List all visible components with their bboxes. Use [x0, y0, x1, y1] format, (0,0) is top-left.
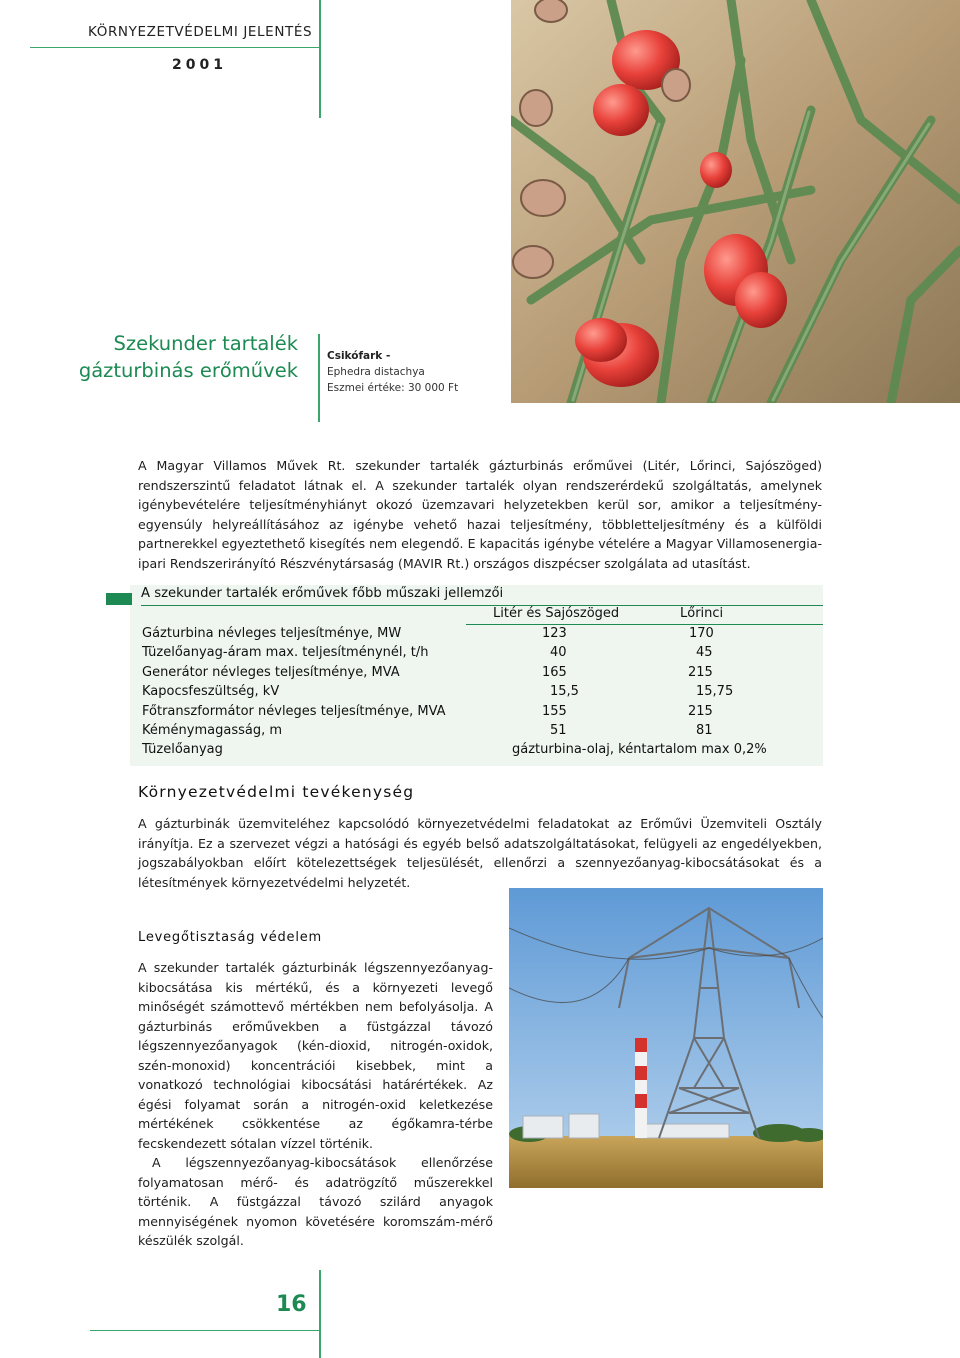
page-number: 16	[276, 1292, 307, 1317]
intro-paragraph: A Magyar Villamos Művek Rt. szekunder tartalék gázturbinás erőművei (Litér, Lőrinci, Sajószöged) rendszerszintű feladatot látnak el. A szekunder tartalék olyan rendszerérdekű szolgáltatás, amelynek igénybevételére teljesítményhiányt okozó üzemzavari helyzetekben kerül sor, amikor a teljesítmény-egyensúly helyreállításához az igénybe vehető hazai teljesítmény, többletteljesítmény és a külföldi partnerekkel egyeztethető kisegítés nem elegendő. E kapacitás igénybe vételére a Magyar Villamosenergia-ipari Rendszerirányító Részvénytársaság (MAVIR Rt.) országos diszpécser szolgálata ad utasítást.	[138, 458, 822, 571]
table-row-label: Tüzelőanyag-áram max. teljesítménynél, t/h	[142, 645, 429, 660]
table-cell: 45	[696, 645, 713, 660]
caption-value: Eszmei értéke: 30 000 Ft	[327, 382, 459, 394]
column-header-lorinci: Lőrinci	[680, 606, 724, 621]
table-row-label: Tüzelőanyag	[142, 742, 223, 757]
table-cell: 123	[542, 626, 567, 641]
table-cell: 15,75	[696, 684, 734, 699]
table-marker	[106, 593, 132, 605]
photo-caption	[327, 348, 458, 396]
table-cell: 155	[542, 704, 567, 719]
table-row-label: Főtranszformátor névleges teljesítménye, MVA	[142, 704, 446, 719]
air-quality-heading: Levegőtisztaság védelem	[138, 930, 323, 945]
column-header-underline	[466, 624, 823, 625]
section-title-line1: Szekunder tartalék	[113, 332, 298, 355]
air-quality-paragraph-1: A szekunder tartalék gázturbinák légszennyezőanyag-kibocsátása kis mértékű, és a környezeti levegő minőségét számottevő mértékben nem befolyásolja. A gázturbinás erőművekben a füstgázzal távozó légszennyezőanyagok (kén-dioxid, nitrogén-oxidok, szén-monoxid) koncentrációi kisebbek, mint a vonatkozó technológiai kibocsátási határértékek. Az égési folyamat során a nitrogén-oxid keletkezése mértékének csökkentése az égőkamra-térbe fecskendezett sótalan vízzel történik.	[138, 960, 493, 1151]
table-cell: 81	[696, 723, 713, 738]
footer-divider	[90, 1330, 319, 1331]
vertical-rule-top	[319, 0, 321, 118]
caption-name: Csikófark -	[327, 350, 391, 362]
column-header-liter: Litér és Sajószöged	[493, 606, 620, 621]
air-quality-text	[138, 958, 493, 1251]
env-activity-heading: Környezetvédelmi tevékenység	[138, 783, 415, 801]
table-cell: 51	[550, 723, 567, 738]
section-title	[40, 330, 298, 384]
air-quality-paragraph-2: A légszennyezőanyag-kibocsátások ellenőrzése folyamatosan mérő- és adatrögzítő műszerekkel történik. A füstgázzal távozó szilárd anyagok mennyiségének nyomon követésére koromszám-mérő készülék szolgál.	[138, 1155, 493, 1248]
table-cell: 15,5	[550, 684, 579, 699]
table-cell: 165	[542, 665, 567, 680]
table-cell: 215	[688, 665, 713, 680]
table-cell-fuel: gázturbina-olaj, kéntartalom max 0,2%	[512, 742, 767, 757]
table-row-label: Kéménymagasság, m	[142, 723, 283, 738]
table-row-label: Kapocsfeszültség, kV	[142, 684, 280, 699]
table-cell: 40	[550, 645, 567, 660]
section-title-line2: gázturbinás erőművek	[78, 359, 298, 382]
vertical-rule-footer	[319, 1270, 321, 1358]
power-plant-photo	[509, 888, 823, 1188]
ephedra-photo	[511, 0, 960, 403]
specs-table-title: A szekunder tartalék erőművek főbb műszaki jellemzői	[141, 586, 504, 601]
table-row-label: Gázturbina névleges teljesítménye, MW	[142, 626, 402, 641]
env-activity-paragraph: A gázturbinák üzemviteléhez kapcsolódó környezetvédelmi feladatokat az Erőművi Üzemviteli Osztály irányítja. Ez a szervezet végzi a hatósági és egyéb belső adatszolgáltatásokat, felügyeli az engedélyekben, jogszabályokban előírt kötelezettségek teljesülését, ellenőrzi a szennyezőanyag-kibocsátásokat és a létesítmények környezetvédelmi helyzetét.	[138, 816, 822, 890]
header-divider	[30, 47, 320, 48]
table-row-label: Generátor névleges teljesítménye, MVA	[142, 665, 400, 680]
vertical-rule-mid	[318, 334, 320, 422]
report-year: 2001	[172, 57, 227, 73]
table-cell: 170	[689, 626, 714, 641]
table-cell: 215	[688, 704, 713, 719]
caption-latin: Ephedra distachya	[327, 366, 425, 378]
report-title: KÖRNYEZETVÉDELMI JELENTÉS	[88, 24, 313, 40]
